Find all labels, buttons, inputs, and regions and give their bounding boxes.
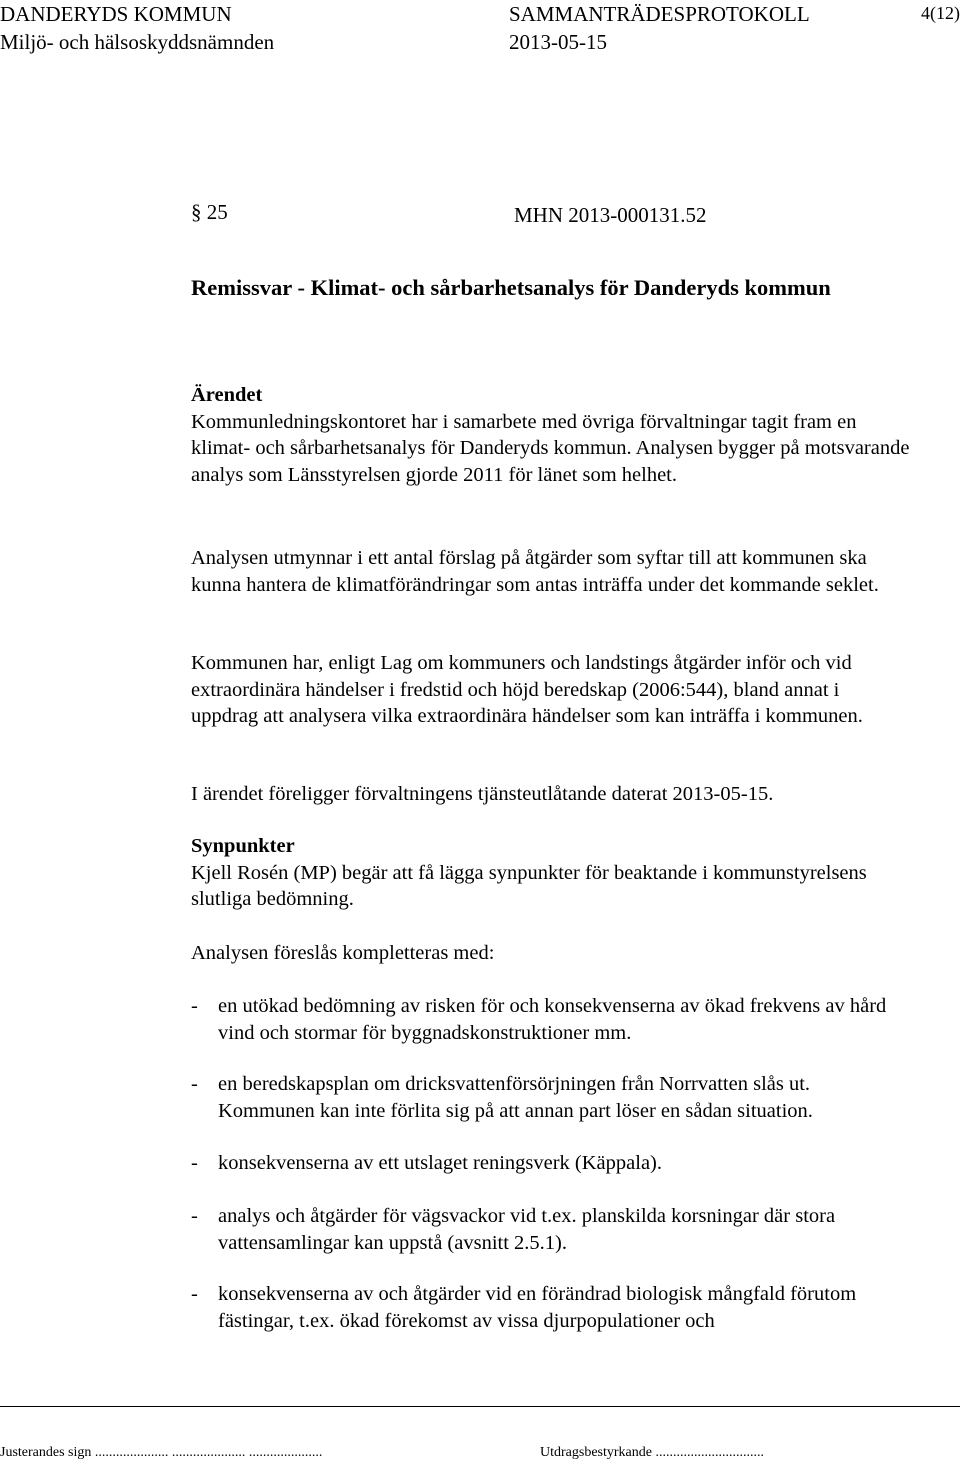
- list-intro: Analysen föreslås kompletteras med:: [191, 942, 495, 964]
- section-synpunkter: [191, 833, 911, 913]
- paragraph-number: § 25: [191, 200, 228, 224]
- meeting-date: 2013-05-15: [509, 30, 607, 54]
- page-number: 4(12): [921, 3, 960, 23]
- dash-marker: -: [191, 1073, 198, 1095]
- header-middle: [509, 0, 810, 56]
- list-item-text: en beredskapsplan om dricksvattenförsörjningen från Norrvatten slås ut. Kommunen kan inte förlita sig på att annan part löser en sådan situation.: [218, 1073, 813, 1122]
- case-title: Remissvar - Klimat- och sårbarhetsanalys för Danderyds kommun: [191, 275, 831, 300]
- arendet-paragraph-4: I ärendet föreligger förvaltningens tjänsteutlåtande daterat 2013-05-15.: [191, 783, 774, 805]
- dash-marker: -: [191, 1152, 198, 1174]
- arendet-paragraph-1: Kommunledningskontoret har i samarbete med övriga förvaltningar tagit fram en klimat- och sårbarhetsanalys för Danderyds kommun. Analysen bygger på motsvarande analys som Länsstyrelsen gjorde 2011 för länet som helhet.: [191, 410, 910, 486]
- list-item: [191, 1281, 911, 1334]
- dash-marker: -: [191, 995, 198, 1017]
- dash-marker: -: [191, 1205, 198, 1227]
- footer-justerandes-sign: Justerandes sign ..................... ..................... .....................: [0, 1445, 323, 1460]
- list-item-text: analys och åtgärder för vägsvackor vid t.ex. planskilda korsningar där stora vattensamlingar kan uppstå (avsnitt 2.5.1).: [218, 1205, 836, 1254]
- header-left: [0, 0, 274, 56]
- arendet-heading: Ärendet: [191, 384, 263, 406]
- arendet-paragraph-2: Analysen utmynnar i ett antal förslag på åtgärder som syftar till att kommunen ska kunna hantera de klimatförändringar som antas inträffa under det kommande seklet.: [191, 547, 879, 596]
- dash-marker: -: [191, 1283, 198, 1305]
- arendet-paragraph-3: Kommunen har, enligt Lag om kommuners och landstings åtgärder inför och vid extraordinära händelser i fredstid och höjd beredskap (2006:544), bland annat i uppdrag att analysera vilka extraordinära händelser som kan inträffa i kommunen.: [191, 652, 863, 727]
- list-item-text: en utökad bedömning av risken för och konsekvenserna av ökad frekvens av hård vind och stormar för byggnadskonstruktioner mm.: [218, 995, 887, 1044]
- footer-divider: [0, 1406, 960, 1407]
- synpunkter-paragraph: Kjell Rosén (MP) begär att få lägga synpunkter för beaktande i kommunstyrelsens slutliga bedömning.: [191, 861, 867, 910]
- synpunkter-heading: Synpunkter: [191, 835, 295, 857]
- section-arendet: [191, 382, 911, 488]
- footer-utdragsbestyrkande: Utdragsbestyrkande ...............................: [540, 1445, 764, 1460]
- list-item-text: konsekvenserna av ett utslaget reningsverk (Käppala).: [218, 1152, 663, 1174]
- document-type: SAMMANTRÄDESPROTOKOLL: [509, 2, 810, 26]
- list-item-text: konsekvenserna av och åtgärder vid en förändrad biologisk mångfald förutom fästingar, t.ex. ökad förekomst av vissa djurpopulationer och: [218, 1283, 857, 1332]
- board-name: Miljö- och hälsoskyddsnämnden: [0, 30, 275, 54]
- list-item: [191, 1203, 911, 1256]
- list-item: [191, 993, 911, 1046]
- org-name: DANDERYDS KOMMUN: [0, 2, 232, 26]
- list-item: [191, 1071, 911, 1124]
- list-item: [191, 1150, 911, 1177]
- case-number: MHN 2013-000131.52: [514, 203, 707, 227]
